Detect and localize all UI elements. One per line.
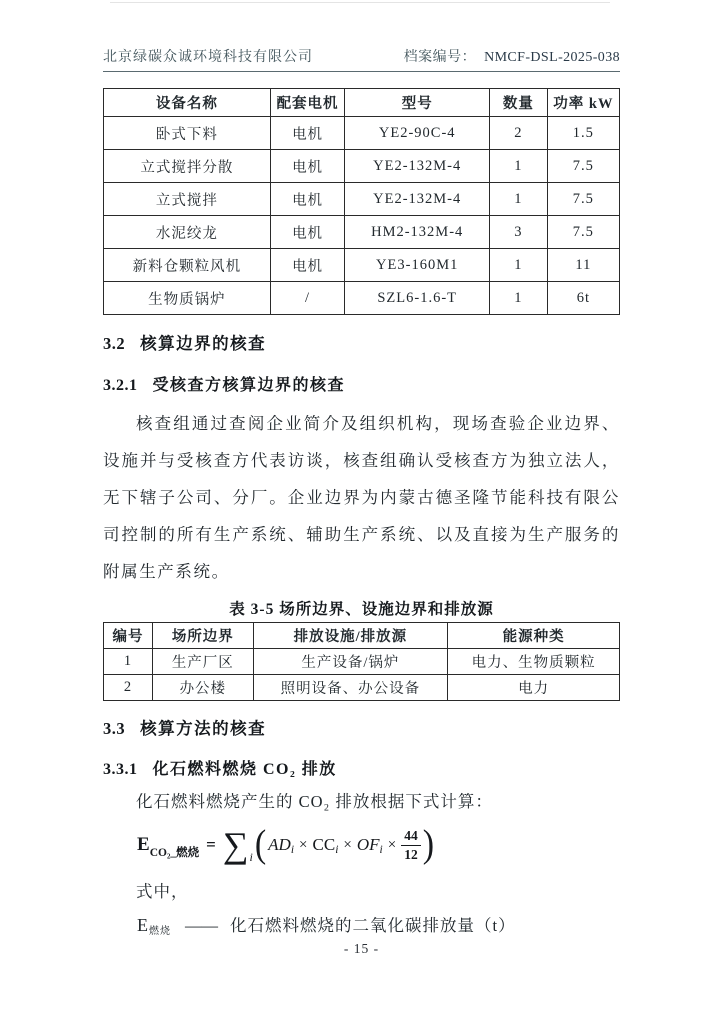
table-cell: 1 [104, 649, 153, 675]
table-cell: 1.5 [547, 117, 619, 150]
sigma-symbol: ∑ [222, 824, 249, 865]
table-cell: SZL6-1.6-T [345, 282, 489, 315]
open-paren: ( [254, 823, 267, 866]
section-heading-3-2 [103, 330, 620, 354]
section-number: 3.3 [103, 719, 126, 738]
table-cell: 电力、生物质颗粒 [448, 649, 620, 675]
table-cell: 生物质锅炉 [104, 282, 271, 315]
table-cell: 办公楼 [153, 675, 254, 701]
formula-symbol-subscript: CO₂_燃烧 [149, 847, 200, 859]
table-row [104, 150, 620, 183]
term-OF-subscript: i [379, 844, 383, 856]
term-AD-subscript: i [290, 844, 295, 856]
section-title: 化石燃料燃烧 CO₂ 排放 [152, 761, 337, 778]
table-header-row [104, 89, 620, 117]
page-content [103, 0, 620, 936]
column-header: 型号 [345, 89, 489, 117]
sigma-index: i [249, 850, 253, 865]
table-row [104, 649, 620, 675]
formula-lhs [137, 834, 200, 859]
formula-intro-text: 化石燃料燃烧产生的 CO₂ 排放根据下式计算： [136, 792, 493, 811]
fraction-numerator: 44 [401, 828, 421, 846]
table-cell: 2 [489, 117, 547, 150]
table-row [104, 183, 620, 216]
table-cell: 2 [104, 675, 153, 701]
column-header: 能源种类 [448, 623, 620, 649]
table-3-5-caption: 表 3-5 场所边界、设施边界和排放源 [229, 601, 494, 618]
multiply-sign: × [299, 836, 308, 853]
section-heading-3-3 [103, 715, 620, 739]
column-header: 配套电机 [270, 89, 345, 117]
table-cell: 电机 [270, 183, 345, 216]
column-header: 编号 [104, 623, 153, 649]
definition-dash: —— [185, 916, 218, 935]
column-header: 设备名称 [104, 89, 271, 117]
table-cell: 卧式下料 [104, 117, 271, 150]
multiply-sign: × [387, 836, 397, 853]
table-cell: 11 [547, 249, 619, 282]
table-row [104, 249, 620, 282]
section-number: 3.2.1 [103, 377, 138, 394]
archive-number-block [404, 46, 620, 66]
table-cell: 生产设备/锅炉 [253, 649, 448, 675]
table-cell: 电机 [270, 216, 345, 249]
definition-text: 化石燃料燃烧的二氧化碳排放量（t） [230, 916, 516, 935]
table-cell: 6t [547, 282, 619, 315]
column-header: 数量 [489, 89, 547, 117]
table-row [104, 117, 620, 150]
boundary-table [103, 622, 620, 701]
section-heading-3-3-1 [103, 756, 620, 779]
multiply-sign: × [343, 836, 352, 853]
table-cell: 7.5 [547, 150, 619, 183]
table-cell: YE3-160M1 [345, 249, 489, 282]
fraction-44-12 [401, 828, 421, 862]
section-title: 受核查方核算边界的核查 [152, 377, 346, 394]
column-header: 排放设施/排放源 [253, 623, 448, 649]
table-cell: 1 [489, 282, 547, 315]
equals-sign: = [206, 835, 216, 854]
boundary-check-paragraph: 核查组通过查阅企业简介及组织机构，现场查验企业边界、设施并与受核查方代表访谈，核查组确认受核查方为独立法人，无下辖子公司、分厂。企业边界为内蒙古德圣隆节能科技有限公司控制的所有生产系统、辅助生产系统、以及直接为生产服务的附属生产系统。 [103, 414, 620, 581]
table-cell: 电机 [270, 249, 345, 282]
table-cell: 7.5 [547, 183, 619, 216]
formula-terms [268, 828, 421, 862]
section-title: 核算方法的核查 [140, 719, 267, 738]
table-cell: YE2-132M-4 [345, 183, 489, 216]
table-cell: HM2-132M-4 [345, 216, 489, 249]
table-row [104, 282, 620, 315]
term-AD: AD [268, 835, 291, 854]
table-cell: 照明设备、办公设备 [253, 675, 448, 701]
table-cell: 生产厂区 [153, 649, 254, 675]
table-cell: 立式搅拌分散 [104, 150, 271, 183]
scan-artifact-line [110, 2, 610, 3]
page-number: - 15 - [343, 941, 380, 956]
column-header: 功率 kW [547, 89, 619, 117]
summation [222, 824, 255, 865]
table-cell: 电机 [270, 117, 345, 150]
section-title: 核算边界的核查 [140, 334, 267, 353]
term-CC-subscript: i [335, 844, 339, 856]
column-header: 场所边界 [153, 623, 254, 649]
where-symbol [137, 915, 171, 936]
archive-label: 档案编号： [403, 50, 477, 65]
section-number: 3.3.1 [103, 761, 138, 778]
table-cell: 立式搅拌 [104, 183, 271, 216]
table-cell: YE2-132M-4 [345, 150, 489, 183]
where-label: 式中， [136, 882, 189, 901]
section-number: 3.2 [103, 334, 126, 353]
close-paren: ) [422, 823, 435, 866]
co2-combustion-formula [137, 821, 620, 869]
table-cell: YE2-90C-4 [345, 117, 489, 150]
formula-symbol-E: E [137, 834, 150, 855]
table-cell: / [270, 282, 345, 315]
page-header [103, 46, 620, 72]
table-row [104, 675, 620, 701]
company-name: 北京绿碳众诚环境科技有限公司 [103, 50, 313, 65]
table-cell: 电力 [448, 675, 620, 701]
fraction-denominator: 12 [404, 846, 418, 862]
table-header-row [104, 623, 620, 649]
table-cell: 1 [489, 249, 547, 282]
term-CC: CC [312, 835, 336, 854]
table-cell: 新料仓颗粒风机 [104, 249, 271, 282]
table-cell: 1 [489, 150, 547, 183]
where-symbol-E: E [137, 915, 149, 935]
archive-number: NMCF-DSL-2025-038 [484, 50, 620, 65]
where-symbol-subscript: 燃烧 [149, 926, 171, 937]
section-heading-3-2-1 [103, 372, 620, 395]
table-cell: 电机 [270, 150, 345, 183]
table-cell: 3 [489, 216, 547, 249]
equipment-table [103, 88, 620, 315]
table-cell: 1 [489, 183, 547, 216]
table-cell: 7.5 [547, 216, 619, 249]
table-cell: 水泥绞龙 [104, 216, 271, 249]
where-definition-item [137, 912, 620, 936]
term-OF: OF [356, 835, 380, 854]
table-row [104, 216, 620, 249]
